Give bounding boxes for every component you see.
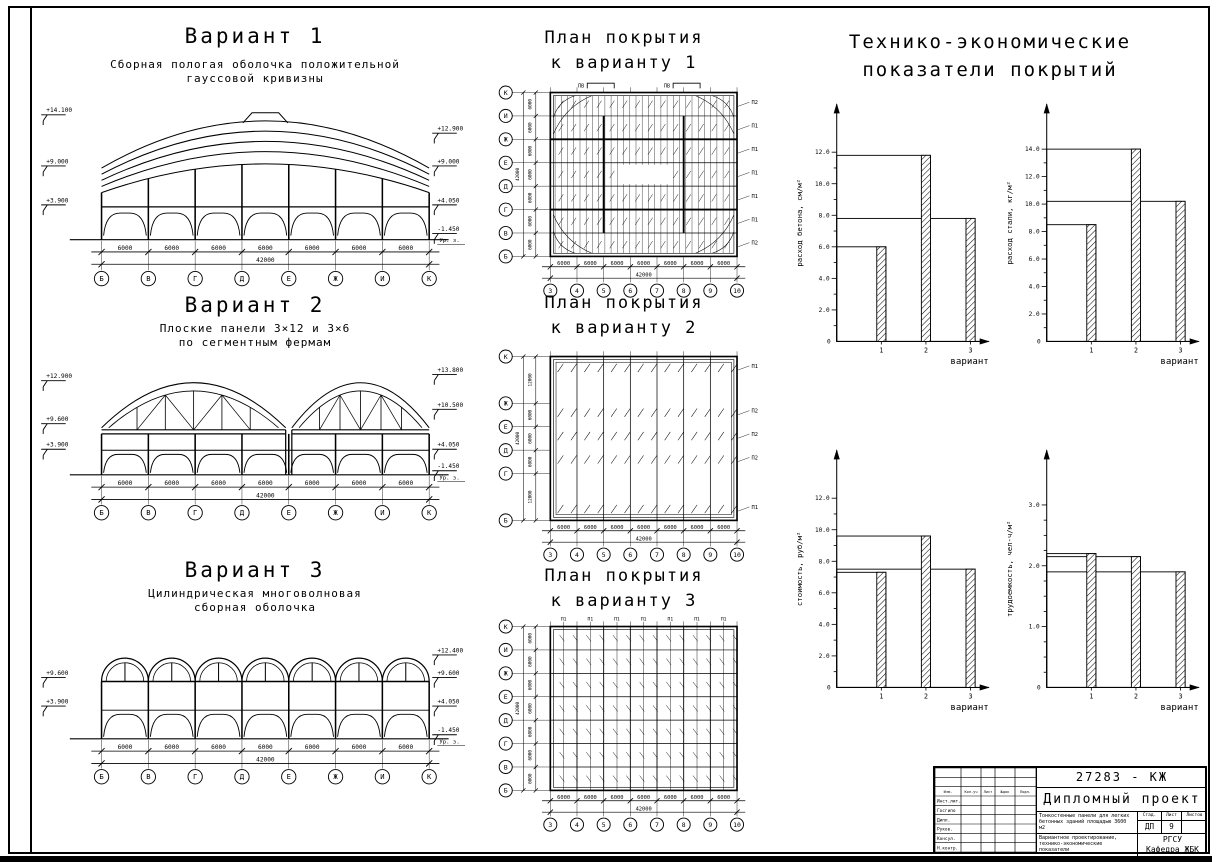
svg-text:3.0: 3.0 [1028,501,1040,509]
svg-text:К: К [427,772,432,782]
svg-text:К: К [427,508,432,518]
svg-text:Е: Е [286,274,291,284]
svg-text:2.0: 2.0 [818,652,830,660]
svg-text:0: 0 [826,338,831,346]
svg-text:расход бетона, см/м²: расход бетона, см/м² [795,178,805,267]
svg-text:6.0: 6.0 [1028,256,1040,264]
svg-text:вариант: вариант [950,702,989,713]
svg-text:вариант: вариант [950,356,989,367]
svg-text:12000: 12000 [528,373,534,387]
svg-text:6000: 6000 [257,244,273,252]
svg-text:6000: 6000 [663,795,677,802]
title-block-signature-grid [935,768,1036,852]
plan-1-drawing [490,78,760,301]
svg-text:12000: 12000 [528,490,534,504]
svg-text:Г: Г [503,469,508,478]
svg-text:6000: 6000 [528,433,534,444]
svg-text:-1.450: -1.450 [437,225,460,233]
svg-text:10.0: 10.0 [814,180,830,188]
svg-text:6000: 6000 [528,632,534,644]
svg-text:Д: Д [503,446,508,455]
plan-3-title [478,564,770,614]
svg-text:6000: 6000 [583,795,597,802]
svg-text:8.0: 8.0 [818,558,830,566]
chart-steel-consumption [1000,90,1208,382]
svg-text:6000: 6000 [211,244,226,252]
svg-text:7: 7 [655,550,659,559]
svg-text:Б: Б [99,274,104,284]
svg-text:Ж: Ж [333,274,338,284]
title-block-organization [1138,834,1207,856]
svg-text:П1: П1 [751,363,759,370]
variant-2-elevation-drawing [35,352,465,524]
svg-text:Ж: Ж [503,669,508,678]
svg-text:2: 2 [1133,346,1138,355]
svg-text:2: 2 [1133,692,1138,701]
svg-text:+9.600: +9.600 [437,669,460,677]
svg-text:П1: П1 [751,170,759,177]
variant-3-title: Вариант 3 [184,558,326,582]
svg-text:9: 9 [708,286,713,295]
svg-text:10: 10 [733,286,741,295]
svg-text:5: 5 [601,550,606,559]
svg-text:6000: 6000 [717,525,731,532]
svg-text:+9.000: +9.000 [437,158,460,166]
svg-text:1: 1 [879,346,884,355]
svg-text:12.0: 12.0 [814,495,830,503]
plan-2-title-line2: к варианту 2 [550,318,698,338]
svg-text:вариант: вариант [1160,356,1199,367]
svg-text:6: 6 [628,550,633,559]
svg-text:12.0: 12.0 [814,149,830,157]
svg-text:В: В [503,229,508,238]
svg-text:6000: 6000 [257,744,273,752]
svg-text:Н.контр.: Н.контр. [937,846,959,852]
svg-text:5: 5 [601,286,606,295]
svg-text:Г: Г [192,274,198,284]
svg-text:+3.900: +3.900 [46,698,69,706]
svg-text:1.0: 1.0 [1028,623,1040,631]
svg-text:+3.900: +3.900 [46,441,69,449]
svg-text:вариант: вариант [1160,702,1199,713]
svg-text:+12.900: +12.900 [437,125,464,133]
plan-3-title-line2: к варианту 3 [550,591,698,611]
svg-text:П1: П1 [751,193,759,200]
svg-text:+4.050: +4.050 [437,441,460,449]
svg-text:6000: 6000 [583,525,597,532]
stage-label: Стад. [1138,812,1162,821]
svg-text:6000: 6000 [528,239,534,250]
svg-text:42000: 42000 [256,756,275,764]
svg-text:6000: 6000 [557,795,571,802]
svg-text:ПВ: ПВ [664,83,671,90]
svg-text:7: 7 [655,286,659,295]
svg-text:П1: П1 [560,617,567,623]
variant-1-elevation-drawing [35,84,465,294]
svg-text:1: 1 [1089,692,1094,701]
plan-2-title [478,291,770,341]
svg-text:6000: 6000 [528,169,534,180]
svg-text:+3.900: +3.900 [46,197,69,205]
charts-title-line1: Технико-экономические [848,31,1132,53]
svg-text:Ур. з.: Ур. з. [439,238,460,245]
svg-text:9: 9 [708,820,713,829]
svg-text:6000: 6000 [211,744,226,752]
svg-text:3: 3 [1178,692,1183,701]
charts-title-line2: показатели покрытий [862,59,1118,81]
title-block [933,766,1207,854]
svg-text:6000: 6000 [528,679,534,691]
svg-text:6: 6 [628,286,633,295]
svg-text:Ж: Ж [503,135,508,144]
svg-text:1: 1 [879,692,884,701]
svg-text:Подп.: Подп. [1020,789,1031,794]
variant-3-subtitle-line2: сборная оболочка [194,601,316,614]
svg-text:Г: Г [503,205,508,214]
svg-text:Е: Е [503,693,508,702]
svg-text:В: В [146,772,151,782]
svg-text:П1: П1 [614,617,620,623]
svg-text:8.0: 8.0 [1028,228,1040,236]
svg-text:Б: Б [99,508,104,518]
svg-text:6000: 6000 [351,480,367,488]
svg-text:6000: 6000 [528,750,534,761]
svg-text:6000: 6000 [610,525,624,532]
chart-concrete-consumption [790,90,998,382]
variant-1-subtitle-line1: Сборная пологая оболочка положительной [110,58,400,71]
svg-text:3: 3 [1178,346,1183,355]
svg-text:4: 4 [575,820,579,829]
svg-text:Ж: Ж [503,399,508,408]
variant-2-subtitle-line1: Плоские панели 3×12 и 3×6 [159,322,351,335]
svg-text:Е: Е [286,508,291,518]
svg-text:9: 9 [708,550,713,559]
svg-text:6000: 6000 [528,456,534,468]
svg-text:8: 8 [681,550,686,559]
svg-text:7: 7 [655,820,659,829]
svg-text:4.0: 4.0 [818,621,830,629]
svg-text:Е: Е [286,772,291,782]
svg-text:42000: 42000 [516,431,522,445]
svg-text:6000: 6000 [528,122,534,133]
svg-text:6000: 6000 [211,480,226,488]
svg-text:6000: 6000 [528,145,534,157]
svg-text:6000: 6000 [117,244,133,252]
svg-text:42000: 42000 [635,272,652,279]
svg-text:42000: 42000 [635,806,652,813]
svg-text:6000: 6000 [583,261,597,268]
variant-2-subtitle-line2: по сегментным фермам [178,336,332,349]
svg-text:6000: 6000 [164,244,180,252]
svg-text:Ж: Ж [333,508,338,518]
svg-text:Кол.уч: Кол.уч [964,789,978,794]
chart-labor-intensity [1000,436,1208,728]
svg-text:2: 2 [923,692,928,701]
svg-text:П2: П2 [751,432,759,439]
variant-2-subtitle [40,322,470,350]
svg-text:П1: П1 [667,617,674,623]
svg-text:+4.050: +4.050 [437,698,460,706]
svg-text:П1: П1 [751,123,759,130]
svg-text:6000: 6000 [528,773,534,784]
svg-text:Руков.: Руков. [937,827,953,833]
svg-text:6000: 6000 [117,744,133,752]
svg-text:Е: Е [503,423,508,432]
svg-text:К: К [503,88,508,97]
svg-text:П2: П2 [751,100,759,107]
svg-text:3: 3 [548,286,553,295]
svg-text:8: 8 [681,820,686,829]
svg-text:Ур. з.: Ур. з. [439,475,460,482]
svg-text:Г: Г [503,739,508,748]
svg-text:3: 3 [548,820,553,829]
svg-text:10: 10 [733,550,741,559]
svg-text:42000: 42000 [256,492,275,500]
svg-text:10.0: 10.0 [1024,201,1040,209]
svg-text:6000: 6000 [398,244,414,252]
svg-text:Б: Б [503,252,508,261]
svg-text:П1: П1 [751,504,759,511]
plan-3-drawing [490,612,760,835]
variant-3-subtitle [40,587,470,615]
svg-text:10.0: 10.0 [814,526,830,534]
svg-text:П2: П2 [751,408,759,415]
svg-text:8: 8 [681,286,686,295]
svg-text:6000: 6000 [304,744,320,752]
sheets-value [1182,821,1207,834]
svg-text:трудоемкость, чел-ч/м²: трудоемкость, чел-ч/м² [1005,520,1015,618]
svg-text:6000: 6000 [398,744,414,752]
svg-text:10: 10 [733,820,741,829]
svg-text:+12.400: +12.400 [437,647,464,655]
svg-text:2.0: 2.0 [1028,310,1040,318]
svg-text:И: И [503,112,508,121]
plan-1-title-line2: к варианту 1 [550,53,698,73]
plan-3-title-line1: План покрытия [544,566,704,586]
svg-text:2: 2 [923,346,928,355]
title-block-description-2: Вариантное проектирование, технико-экономические показатели [1037,834,1138,856]
svg-text:6000: 6000 [528,98,534,110]
svg-text:6.0: 6.0 [818,589,830,597]
svg-text:ПВ: ПВ [578,83,585,90]
plan-2-drawing [490,342,760,565]
title-block-doc-title: Дипломный проект [1037,788,1207,812]
svg-text:+14.100: +14.100 [46,107,73,115]
svg-text:42000: 42000 [635,536,652,543]
svg-text:3: 3 [968,692,973,701]
sheet-left-margin-line [30,6,32,854]
plan-2-title-line1: План покрытия [544,293,704,313]
svg-text:П1: П1 [587,617,594,623]
svg-text:№док: №док [1000,789,1010,794]
svg-text:+9.600: +9.600 [46,669,69,677]
svg-text:6: 6 [628,820,633,829]
variant-1-subtitle [40,58,470,86]
svg-text:Консул.: Консул. [937,836,956,842]
svg-text:12.0: 12.0 [1024,173,1040,181]
svg-text:Ж: Ж [333,772,338,782]
svg-text:П1: П1 [640,617,647,623]
svg-text:6000: 6000 [528,726,534,738]
svg-text:П1: П1 [751,147,759,154]
svg-text:П1: П1 [720,617,727,623]
svg-text:6000: 6000 [164,480,180,488]
svg-text:3: 3 [548,550,553,559]
svg-text:+9.600: +9.600 [46,416,69,424]
svg-text:Б: Б [503,786,508,795]
svg-text:6000: 6000 [557,525,571,532]
svg-text:2.0: 2.0 [818,306,830,314]
svg-text:6000: 6000 [637,525,651,532]
svg-text:6000: 6000 [610,261,624,268]
title-block-description-1: Тонкостенные панели для легких бетонных зданий площадью 3600 м2 [1037,812,1138,834]
svg-text:8.0: 8.0 [818,212,830,220]
svg-text:Д: Д [239,508,245,518]
svg-text:расход стали, кг/м²: расход стали, кг/м² [1005,181,1015,265]
svg-text:+9.000: +9.000 [46,158,69,166]
svg-text:3: 3 [968,346,973,355]
svg-text:И: И [380,508,385,518]
svg-text:6000: 6000 [637,261,651,268]
svg-text:Д: Д [239,274,245,284]
sheet-label: Лист [1162,812,1182,821]
svg-text:Ур. з.: Ур. з. [439,739,460,746]
svg-text:2.0: 2.0 [1028,562,1040,570]
svg-text:6000: 6000 [557,261,571,268]
svg-text:42000: 42000 [516,701,522,715]
svg-text:6000: 6000 [663,261,677,268]
stage-value: ДП [1138,821,1162,834]
variant-2-title: Вариант 2 [184,293,326,317]
sheet-bottom-strip [0,856,1212,862]
svg-text:6000: 6000 [304,244,320,252]
svg-text:К: К [503,622,508,631]
svg-text:6000: 6000 [351,244,367,252]
svg-text:Изм.: Изм. [943,789,953,794]
svg-text:6000: 6000 [164,744,180,752]
svg-text:Д: Д [503,716,508,725]
sheets-label: Листов [1182,812,1207,821]
svg-text:0: 0 [1036,684,1041,692]
svg-text:6000: 6000 [637,795,651,802]
plan-1-title-line1: План покрытия [544,28,704,48]
svg-text:П1: П1 [694,617,700,623]
svg-text:6000: 6000 [528,703,534,714]
variant-1-title: Вариант 1 [184,24,326,48]
svg-text:Е: Е [503,159,508,168]
svg-text:П1: П1 [751,217,759,224]
svg-text:Инст.лит.: Инст.лит. [937,799,961,805]
svg-text:Лист: Лист [983,789,993,794]
sheet-value: 9 [1162,821,1182,834]
svg-text:В: В [146,274,151,284]
svg-text:Б: Б [503,516,508,525]
svg-text:1: 1 [1089,346,1094,355]
svg-text:6000: 6000 [717,795,731,802]
svg-text:6000: 6000 [257,480,273,488]
svg-text:+13.800: +13.800 [437,366,464,374]
svg-text:4.0: 4.0 [818,275,830,283]
svg-text:Д: Д [239,772,245,782]
title-block-code: 27283 - КЖ [1037,768,1207,788]
svg-text:В: В [146,508,151,518]
chart-cost [790,436,998,728]
svg-text:И: И [503,646,508,655]
variant-3-subtitle-line1: Цилиндрическая многоволновая [148,587,362,600]
svg-text:6000: 6000 [398,480,414,488]
svg-text:0: 0 [1036,338,1041,346]
svg-text:0: 0 [826,684,831,692]
svg-text:И: И [380,772,385,782]
svg-text:6000: 6000 [690,261,704,268]
svg-text:Г: Г [192,772,198,782]
svg-text:6000: 6000 [528,192,534,204]
svg-text:6000: 6000 [663,525,677,532]
svg-text:Госгипо: Госгипо [937,808,956,814]
svg-text:6000: 6000 [528,409,534,421]
svg-text:К: К [503,352,508,361]
org-line1: РГСУ [1162,835,1183,844]
svg-text:6.0: 6.0 [818,243,830,251]
svg-text:+12.900: +12.900 [46,373,73,381]
svg-text:4: 4 [575,550,579,559]
svg-text:42000: 42000 [516,167,522,181]
svg-text:К: К [427,274,432,284]
org-line2: Кафедра ЖБК [1146,845,1199,854]
svg-text:П2: П2 [751,455,759,462]
svg-text:6000: 6000 [528,216,534,227]
svg-text:П2: П2 [751,240,759,247]
svg-text:6000: 6000 [690,795,704,802]
charts-section-title [788,28,1192,84]
title-block-stage-cells [1138,812,1207,834]
svg-text:6000: 6000 [351,744,367,752]
plan-1-title [478,26,770,76]
variant-3-elevation-drawing [35,616,465,788]
svg-text:+4.050: +4.050 [437,197,460,205]
variant-1-subtitle-line2: гауссовой кривизны [186,72,324,85]
svg-text:+10.500: +10.500 [437,401,464,409]
svg-text:14.0: 14.0 [1024,146,1040,154]
svg-text:6000: 6000 [117,480,133,488]
svg-text:42000: 42000 [256,257,275,265]
svg-text:-1.450: -1.450 [437,463,460,471]
svg-text:Дипл.: Дипл. [937,818,951,824]
svg-text:В: В [503,763,508,772]
svg-text:Б: Б [99,772,104,782]
svg-text:6000: 6000 [690,525,704,532]
svg-text:6000: 6000 [717,261,731,268]
svg-text:-1.450: -1.450 [437,727,460,735]
svg-text:Г: Г [192,508,198,518]
svg-text:6000: 6000 [528,656,534,667]
svg-text:Д: Д [503,182,508,191]
svg-text:И: И [380,274,385,284]
svg-text:6000: 6000 [610,795,624,802]
svg-text:6000: 6000 [304,480,320,488]
svg-text:4.0: 4.0 [1028,283,1040,291]
svg-text:4: 4 [575,286,579,295]
svg-text:5: 5 [601,820,606,829]
svg-text:стоимость, руб/м²: стоимость, руб/м² [795,531,805,607]
